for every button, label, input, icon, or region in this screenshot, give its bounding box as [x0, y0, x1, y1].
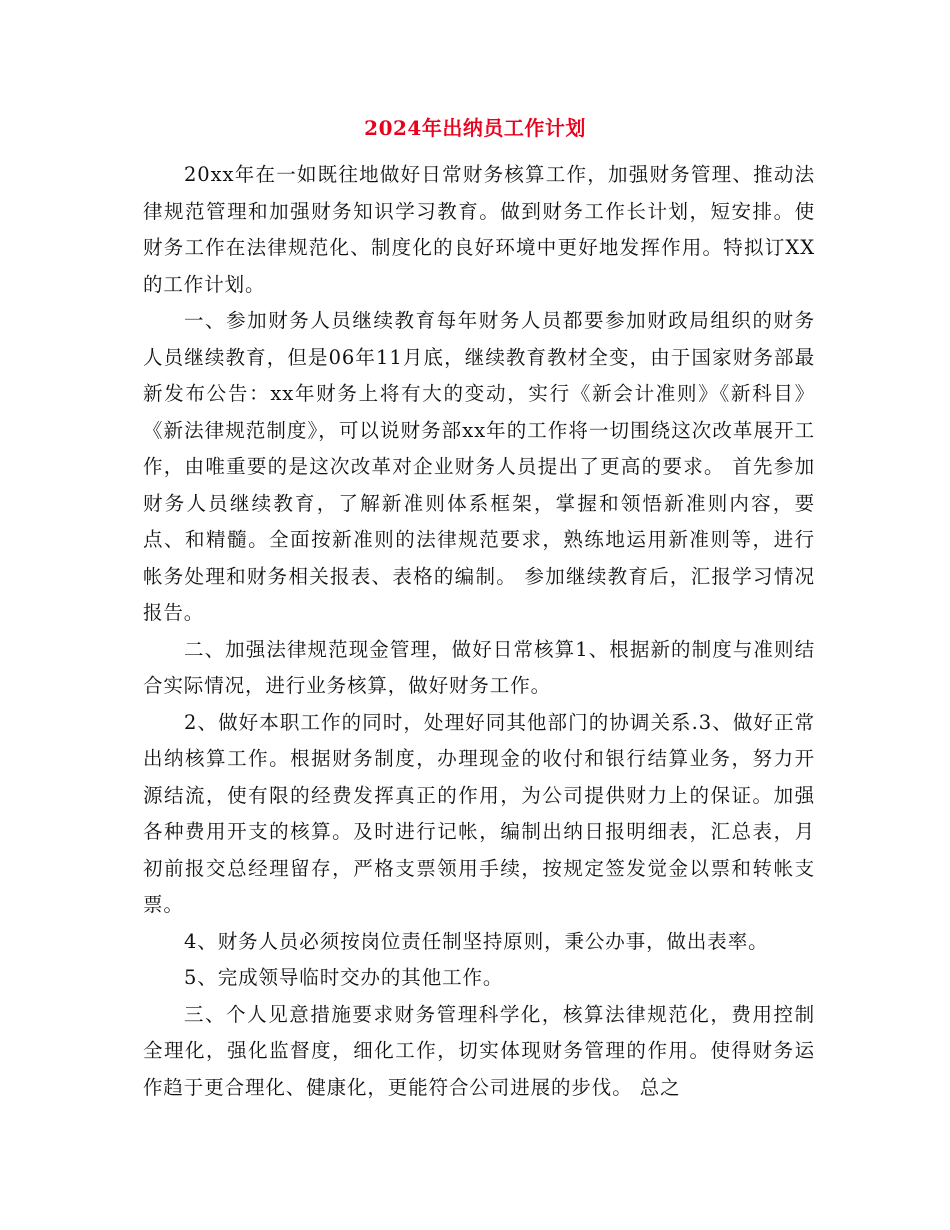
paragraph-other-tasks: 5、完成领导临时交办的其他工作。	[184, 966, 504, 989]
paragraph-suggestions: 三、个人见意措施要求财务管理科学化，核算法律规范化，费用控制全理化，强化监督度，细化工作，切实体现财务管理的作用。使得财务运作趋于更合理化、健康化，更能符合公司进展的步伐。 总之	[143, 1002, 815, 1099]
paragraph-continuing-education: 一、参加财务人员继续教育每年财务人员都要参加财政局组织的财务人员继续教育，但是06年11月底，继续教育教材全变，由于国家财务部最新发布公告：xx年财务上将有大的变动，实行《新会计准则》《新科目》《新法律规范制度》，可以说财务部xx年的工作将一切围绕这次改革展开工作，由唯重要的是这次改革对企业财务人员提出了更高的要求。 首先参加财务人员继续教育，了解新准则体系框架，掌握和领悟新准则内容，要点、和精髓。全面按新准则的法律规范要求，熟练地运用新准则等，进行帐务处理和财务相关报表、表格的编制。 参加继续教育后，汇报学习情况报告。	[143, 309, 815, 624]
paragraph-cash-management: 二、加强法律规范现金管理，做好日常核算1、根据新的制度与准则结合实际情况，进行业务核算，做好财务工作。	[143, 637, 815, 697]
paragraph-duties: 2、做好本职工作的同时，处理好同其他部门的协调关系.3、做好正常出纳核算工作。根据财务制度，办理现金的收付和银行结算业务，努力开源结流，使有限的经费发挥真正的作用，为公司提供财力上的保证。加强各种费用开支的核算。及时进行记帐，编制出纳日报明细表，汇总表，月初前报交总经理留存，严格支票领用手续，按规定签发觉金以票和转帐支票。	[143, 710, 815, 916]
paragraph-intro: 20xx年在一如既往地做好日常财务核算工作，加强财务管理、推动法律规范管理和加强财务知识学习教育。做到财务工作长计划，短安排。使财务工作在法律规范化、制度化的良好环境中更好地发挥作用。特拟订XX的工作计划。	[143, 163, 815, 296]
paragraph-principles: 4、财务人员必须按岗位责任制坚持原则，秉公办事，做出表率。	[184, 929, 769, 953]
document-title: 2024年出纳员工作计划	[364, 116, 586, 140]
document-body	[143, 157, 815, 1106]
